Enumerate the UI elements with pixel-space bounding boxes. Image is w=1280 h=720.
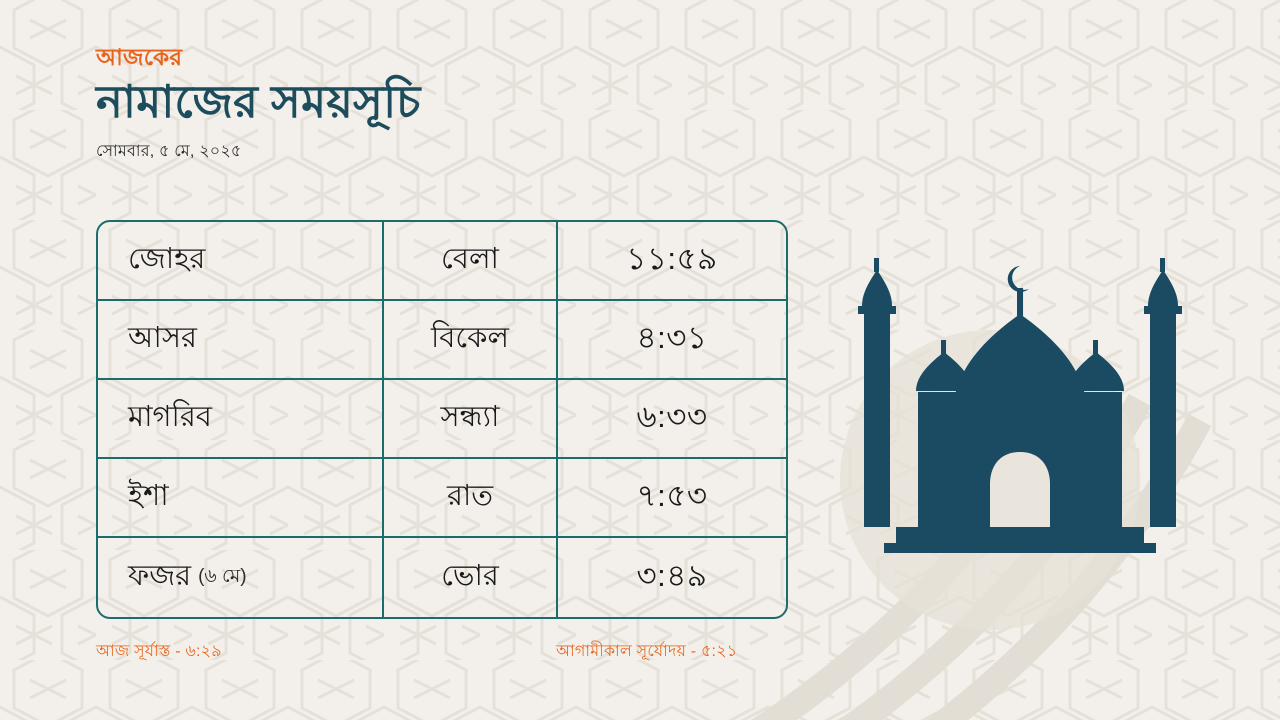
prayer-name: আসর: [128, 322, 197, 354]
prayer-period: ভোর: [384, 538, 558, 617]
prayer-name-note: (৬ মে): [198, 565, 247, 587]
page-title: নামাজের সময়সূচি: [96, 75, 421, 127]
prayer-name-cell: [98, 538, 384, 617]
prayer-name-cell: [98, 459, 384, 536]
prayer-time: ৭:৫৩: [636, 477, 708, 513]
prayer-time: ১১:৫৯: [626, 240, 718, 276]
table-row: [98, 222, 786, 301]
table-row: [98, 459, 786, 538]
sunrise-label: আগামীকাল সূর্যোদয় - ৫:২১: [556, 643, 738, 660]
prayer-period: রাত: [384, 459, 558, 536]
prayer-period: সন্ধ্যা: [384, 380, 558, 457]
prayer-time: ৪:৩১: [636, 319, 708, 355]
prayer-name-cell: [98, 222, 384, 299]
table-row: [98, 380, 786, 459]
mosque-silhouette-icon: [840, 252, 1200, 572]
prayer-name: মাগরিব: [128, 401, 212, 433]
header: [96, 44, 421, 165]
table-row: [98, 538, 786, 617]
prayer-name-cell: [98, 380, 384, 457]
prayer-name: জোহর: [128, 243, 206, 275]
prayer-period: বেলা: [384, 222, 558, 299]
prayer-time: ৬:৩৩: [636, 398, 708, 434]
prayer-time: ৩:৪৯: [636, 557, 708, 593]
prayer-name: ফজর: [128, 560, 192, 592]
prayer-times-table: [96, 220, 788, 619]
eyebrow-label: আজকের: [96, 44, 183, 70]
date-label: সোমবার, ৫ মে, ২০২৫: [96, 142, 242, 160]
prayer-name: ইশা: [128, 480, 169, 512]
prayer-name-cell: [98, 301, 384, 378]
table-row: [98, 301, 786, 380]
prayer-period: বিকেল: [384, 301, 558, 378]
sunset-label: আজ সূর্যাস্ত - ৬:২৯: [96, 643, 222, 660]
